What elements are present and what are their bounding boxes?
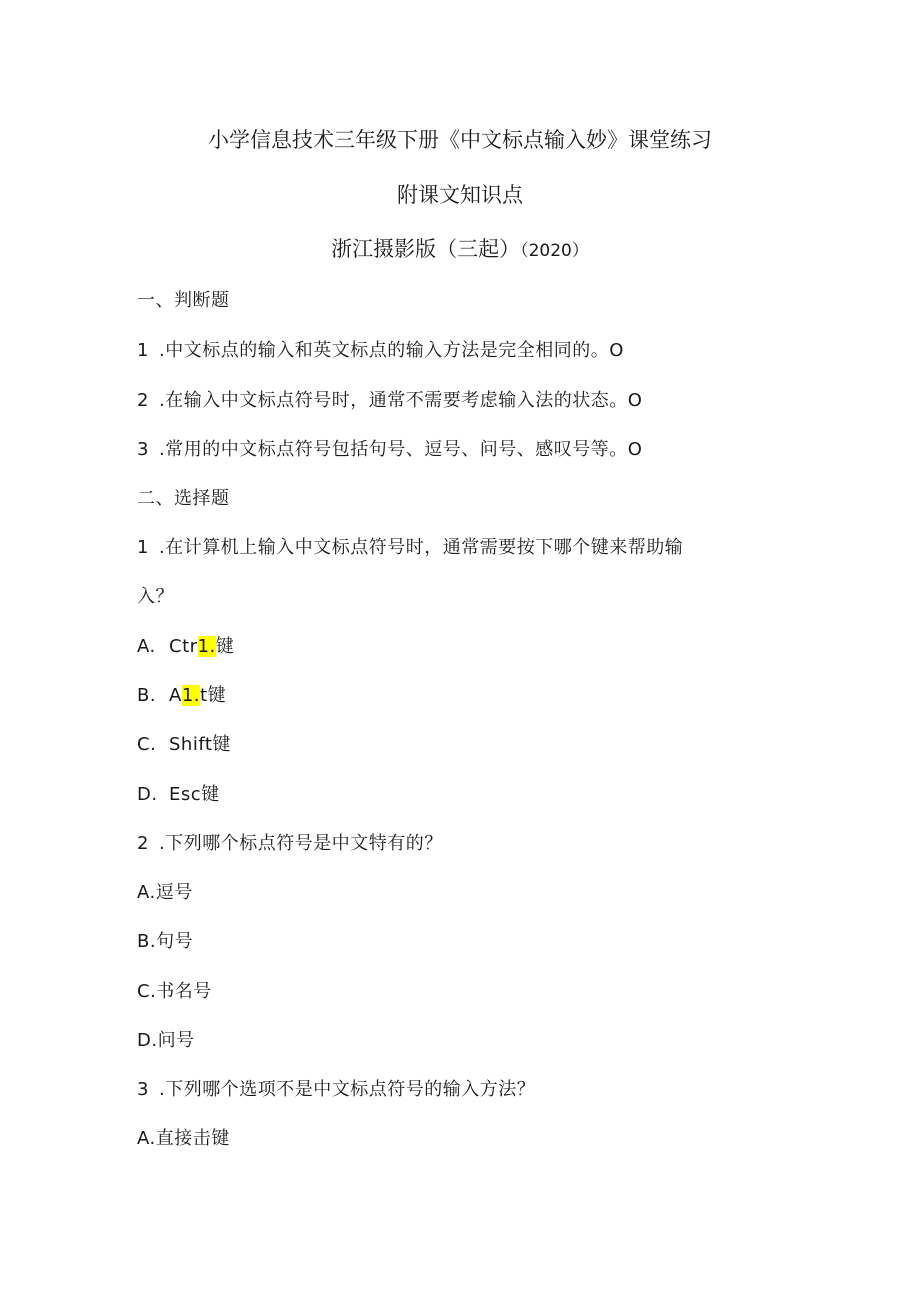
item-number: 1: [137, 340, 149, 361]
option-text: Ctr: [169, 636, 198, 657]
option-item: [137, 732, 231, 758]
question-3: [137, 1077, 535, 1103]
highlighted-text: 1.: [197, 636, 216, 657]
option-label: C.: [137, 734, 157, 755]
option-item: [137, 683, 226, 709]
question-number: 1: [137, 537, 149, 558]
edition-name: 浙江摄影版（三起）: [331, 237, 521, 261]
section-heading-multiple-choice: 二、选择题: [137, 488, 230, 509]
option-item: A.逗号: [137, 882, 193, 903]
question-text: .下列哪个选项不是中文标点符号的输入方法？: [159, 1079, 536, 1100]
item-number: 3: [137, 439, 149, 460]
option-item: [137, 634, 234, 660]
option-label: B.: [137, 685, 157, 706]
item-number: 2: [137, 390, 149, 411]
question-text: .下列哪个标点符号是中文特有的？: [159, 833, 443, 854]
question-number: 3: [137, 1079, 149, 1100]
question-1: [137, 535, 683, 561]
option-text-suffix: t键: [200, 685, 227, 706]
option-text-suffix: 键: [215, 636, 235, 657]
option-item: B.句号: [137, 931, 194, 952]
question-1-continued: 入？: [137, 586, 174, 607]
true-false-item: [137, 338, 624, 364]
section-heading-true-false: 一、判断题: [137, 290, 230, 311]
highlighted-text: 1.: [181, 685, 201, 706]
true-false-item: [137, 388, 642, 414]
edition-year: （2020）: [520, 241, 589, 261]
document-subtitle: 附课文知识点: [397, 183, 523, 207]
question-text: .在计算机上输入中文标点符号时，通常需要按下哪个键来帮助输: [159, 537, 684, 558]
document-edition: [0, 235, 920, 265]
true-false-item: [137, 437, 642, 463]
option-text: Esc键: [169, 784, 220, 805]
option-label: A.: [137, 636, 156, 657]
option-item: [137, 782, 220, 808]
item-text: .中文标点的输入和英文标点的输入方法是完全相同的。O: [159, 340, 624, 361]
question-2: [137, 831, 443, 857]
item-text: .常用的中文标点符号包括句号、逗号、问号、感叹号等。O: [159, 439, 643, 460]
option-item: A.直接击键: [137, 1128, 230, 1149]
question-number: 2: [137, 833, 149, 854]
option-text: Shift键: [169, 734, 231, 755]
document-title: 小学信息技术三年级下册《中文标点输入妙》课堂练习: [208, 128, 712, 152]
option-item: C.书名号: [137, 981, 212, 1002]
option-label: D.: [137, 784, 158, 805]
item-text: .在输入中文标点符号时，通常不需要考虑输入法的状态。O: [159, 390, 643, 411]
option-item: D.问号: [137, 1030, 195, 1051]
option-text: A: [169, 685, 182, 706]
